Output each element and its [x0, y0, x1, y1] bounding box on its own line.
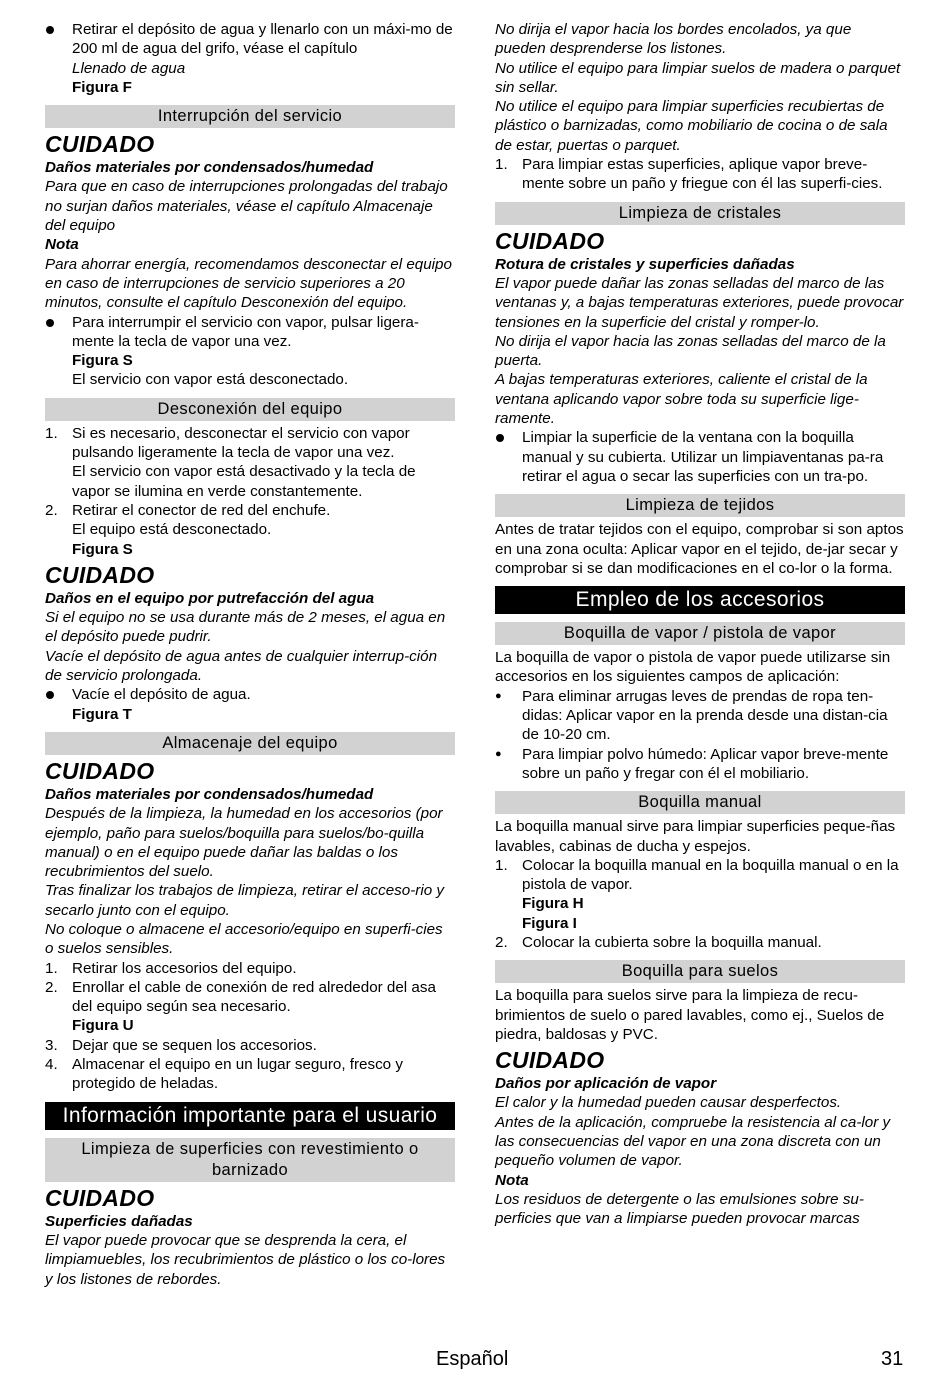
section-heading: Almacenaje del equipo — [45, 732, 455, 755]
bullet-item — [495, 428, 905, 486]
figure-reference: Figura S — [72, 352, 133, 370]
figure-reference: Figura H — [522, 895, 584, 913]
bullet-text: Para eliminar arrugas leves de prendas de ropa ten-didas: Aplicar vapor en la prenda desde una distan-cia de 10-20 cm. — [522, 687, 888, 744]
caution-label: CUIDADO — [495, 1047, 605, 1074]
step-text: Colocar la boquilla manual en la boquilla manual o en la pistola de vapor. — [522, 856, 899, 894]
bullet-text: Limpiar la superficie de la ventana con la boquilla manual y su cubierta. Utilizar un limpiaventanas pa-ra retirar el agua o secar las superficies con un tra-po. — [522, 429, 884, 485]
italic-paragraph: El calor y la humedad pueden causar desperfectos. — [495, 1094, 842, 1112]
step-text: Para limpiar estas superficies, aplique vapor breve-mente sobre un paño y friegue con él las superfi-cies. — [522, 156, 883, 193]
section-heading: Boquilla manual — [495, 791, 905, 814]
bullet-text: Para limpiar polvo húmedo: Aplicar vapor breve-mente sobre un paño y fregar con él el mobiliario. — [522, 745, 889, 782]
numbered-step — [45, 424, 455, 463]
italic-paragraph: El vapor puede provocar que se desprenda la cera, el limpiamuebles, los recubrimientos de plástico o los co-lores y los listones de rebordes. — [45, 1231, 446, 1288]
step-result: El servicio con vapor está desactivado y la tecla de vapor se ilumina en verde constantemente. — [72, 463, 416, 500]
step-number: 1. — [45, 959, 58, 977]
step-number: 1. — [495, 156, 508, 174]
section-heading: Limpieza de cristales — [495, 202, 905, 225]
page-number: 31 — [881, 1348, 904, 1370]
step-text: Enrollar el cable de conexión de red alrededor del asa del equipo según sea necesario. — [72, 978, 436, 1016]
italic-paragraph: Antes de la aplicación, compruebe la resistencia al ca-lor y las consecuencias del vapor en una zona discreta con un pequeño volumen de vapor. — [495, 1113, 891, 1170]
right-column — [495, 20, 905, 1229]
section-heading: Boquilla para suelos — [495, 960, 905, 983]
step-number: 1. — [45, 424, 58, 442]
step-text: Colocar la cubierta sobre la boquilla manual. — [522, 933, 822, 951]
section-heading: Boquilla de vapor / pistola de vapor — [495, 622, 905, 645]
step-text: Retirar el conector de red del enchufe. — [72, 501, 331, 519]
italic-paragraph: A bajas temperaturas exteriores, caliente el cristal de la ventana aplicando vapor sobre toda su superficie lige-ramente. — [495, 371, 868, 428]
bullet-item — [45, 685, 455, 704]
paragraph: Antes de tratar tejidos con el equipo, comprobar si son aptos en una zona oculta: Aplicar vapor en el tejido, de-jar secar y comprobar si se dan modificaciones en el co-lor o la forma. — [495, 521, 904, 577]
numbered-step — [495, 155, 905, 194]
italic-paragraph: No utilice el equipo para limpiar suelos de madera o parquet sin sellar. — [495, 59, 901, 96]
step-text: Dejar que se sequen los accesorios. — [72, 1036, 317, 1054]
warning-subtitle: Nota — [45, 236, 79, 254]
warning-subtitle: Daños por aplicación de vapor — [495, 1075, 717, 1093]
warning-subtitle: Superficies dañadas — [45, 1212, 193, 1230]
bullet-text: Retirar el depósito de agua y llenarlo con un máxi-mo de 200 ml de agua del grifo, véase el capítulo — [72, 21, 453, 58]
italic-paragraph: Para ahorrar energía, recomendamos desconectar el equipo en caso de interrupciones de servicio superiores a 20 minutos, consulte el capítulo Desconexión del equipo. — [45, 255, 452, 312]
bullet-text: Para interrumpir el servicio con vapor, pulsar ligera-mente la tecla de vapor una vez. — [72, 313, 419, 350]
filled-circle-bullet-icon — [46, 319, 54, 327]
caution-label: CUIDADO — [45, 1184, 155, 1211]
numbered-step — [45, 978, 455, 1017]
step-text: Almacenar el equipo en un lugar seguro, fresco y protegido de heladas. — [72, 1056, 403, 1093]
italic-paragraph: Los residuos de detergente o las emulsiones sobre su-perficies que van a limpiarse pueden provocar marcas — [495, 1190, 864, 1228]
small-dot-bullet-icon: ● — [495, 689, 502, 702]
filled-circle-bullet-icon — [496, 434, 504, 442]
italic-paragraph: No dirija el vapor hacia los bordes encolados, ya que pueden desprenderse los listones. — [495, 21, 852, 58]
caution-label: CUIDADO — [45, 561, 155, 588]
left-column — [45, 20, 455, 1289]
step-number: 2. — [45, 501, 58, 519]
step-number: 1. — [495, 856, 508, 874]
numbered-step — [45, 1055, 455, 1094]
filled-circle-bullet-icon — [46, 26, 54, 34]
numbered-step — [45, 959, 455, 978]
italic-paragraph: Vacíe el depósito de agua antes de cualquier interrup-ción de servicio prolongada. — [45, 647, 438, 685]
bullet-item — [45, 313, 455, 352]
italic-paragraph: No utilice el equipo para limpiar superficies recubiertas de plástico o barnizadas, como mobiliario de cocina o de sala de estar, puertas o parquet. — [495, 98, 888, 154]
chapter-heading: Información importante para el usuario — [45, 1102, 455, 1130]
step-number: 2. — [495, 933, 508, 951]
figure-reference: Figura S — [72, 540, 133, 558]
italic-paragraph: El vapor puede dañar las zonas selladas del marco de las ventanas y, a bajas temperaturas exteriores, puede provocar tensiones en la superficie del cristal y romper-lo. — [495, 274, 904, 331]
numbered-step — [495, 856, 905, 895]
step-result: El equipo está desconectado. — [72, 521, 272, 539]
section-heading: Interrupción del servicio — [45, 105, 455, 128]
numbered-step — [495, 933, 905, 952]
numbered-step — [45, 501, 455, 520]
step-number: 2. — [45, 978, 58, 996]
italic-paragraph: Para que en caso de interrupciones prolongadas del trabajo no surjan daños materiales, véase el capítulo Almacenaje del equipo — [45, 178, 448, 235]
section-heading: Limpieza de superficies con revestimiento o barnizado — [45, 1138, 455, 1182]
numbered-step — [45, 1036, 455, 1055]
figure-reference: Figura I — [522, 914, 577, 932]
figure-reference: Figura U — [72, 1017, 134, 1035]
italic-paragraph: Tras finalizar los trabajos de limpieza, retirar el acceso-rio y secarlo junto con el equipo. — [45, 882, 444, 919]
caution-label: CUIDADO — [45, 757, 155, 784]
italic-paragraph: Después de la limpieza, la humedad en los accesorios (por ejemplo, paño para suelos/boquilla para suelos/bo-quilla manual) o en el equipo puede dañar las baldas o los recubrimientos del suelo. — [45, 805, 443, 881]
bullet-item — [45, 20, 455, 59]
footer-language: Español — [436, 1348, 509, 1370]
warning-subtitle: Nota — [495, 1171, 529, 1189]
filled-circle-bullet-icon — [46, 691, 54, 699]
italic-paragraph: Si el equipo no se usa durante más de 2 meses, el agua en el depósito puede pudrir. — [45, 609, 446, 646]
bullet-item — [495, 687, 905, 745]
step-text: Si es necesario, desconectar el servicio con vapor pulsando ligeramente la tecla de vapor una vez. — [72, 424, 410, 462]
step-result: El servicio con vapor está desconectado. — [72, 371, 349, 389]
paragraph: La boquilla manual sirve para limpiar superficies peque-ñas lavables, cabinas de ducha y espejos. — [495, 818, 896, 855]
caution-label: CUIDADO — [495, 227, 605, 254]
warning-subtitle: Daños materiales por condensados/humedad — [45, 785, 374, 803]
step-number: 3. — [45, 1036, 58, 1054]
paragraph: La boquilla para suelos sirve para la limpieza de recu-brimientos de suelo o pared lavables, como ej., Suelos de piedra, baldosas y PVC. — [495, 987, 885, 1043]
chapter-reference: Llenado de agua — [72, 59, 186, 77]
figure-reference: Figura F — [72, 78, 132, 96]
step-text: Retirar los accesorios del equipo. — [72, 959, 297, 977]
chapter-heading: Empleo de los accesorios — [495, 586, 905, 614]
section-heading: Limpieza de tejidos — [495, 494, 905, 517]
warning-subtitle: Daños materiales por condensados/humedad — [45, 159, 374, 177]
italic-paragraph: No coloque o almacene el accesorio/equipo en superfi-cies o suelos sensibles. — [45, 920, 443, 958]
italic-paragraph: No dirija el vapor hacia las zonas selladas del marco de la puerta. — [495, 332, 886, 370]
caution-label: CUIDADO — [45, 131, 155, 158]
paragraph: La boquilla de vapor o pistola de vapor puede utilizarse sin accesorios en los siguientes campos de aplicación: — [495, 649, 891, 686]
bullet-text: Vacíe el depósito de agua. — [72, 686, 251, 704]
figure-reference: Figura T — [72, 705, 132, 723]
bullet-item — [495, 745, 905, 784]
warning-subtitle: Daños en el equipo por putrefacción del agua — [45, 589, 375, 607]
step-number: 4. — [45, 1056, 58, 1074]
warning-subtitle: Rotura de cristales y superficies dañadas — [495, 255, 795, 273]
small-dot-bullet-icon: ● — [495, 747, 502, 760]
section-heading: Desconexión del equipo — [45, 398, 455, 421]
